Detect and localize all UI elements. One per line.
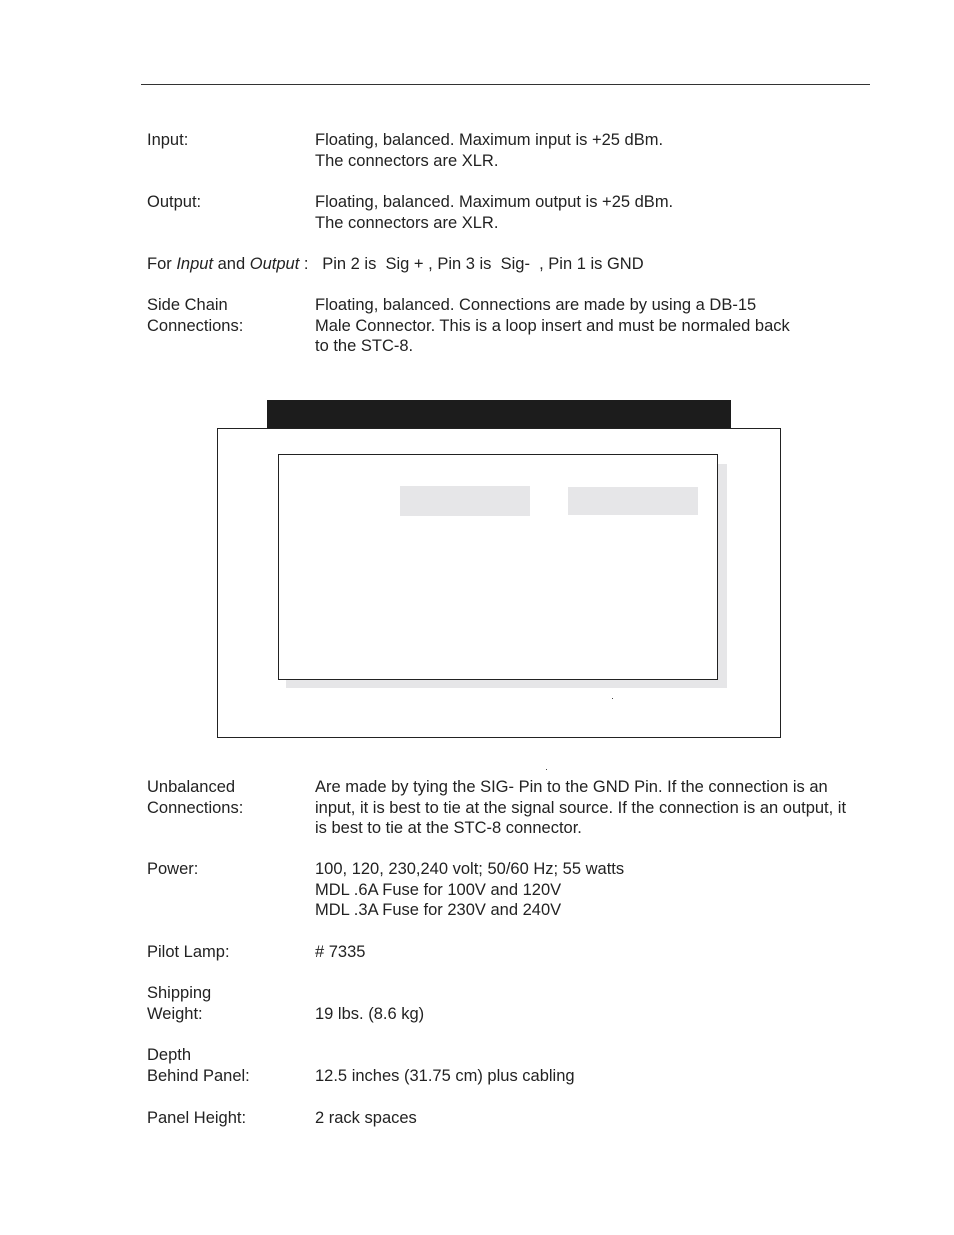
spec-value: 100, 120, 230,240 volt; 50/60 Hz; 55 watts MDL .6A Fuse for 100V and 120V MDL .3A Fuse for 230V and 240V — [315, 860, 625, 920]
spec-label: Panel Height: — [147, 1109, 247, 1127]
pin-note-output-word: Output — [249, 255, 300, 273]
diagram-mark — [612, 698, 613, 699]
spec-label: Pilot Lamp: — [147, 943, 230, 961]
connector-block-right — [568, 487, 698, 515]
spec-value: Are made by tying the SIG- Pin to the GND Pin. If the connection is an input, it is best to tie at the signal source. If the connection is an output, it is best to tie at the STC-8 connector. — [315, 778, 847, 838]
spec-value: 2 rack spaces — [315, 1109, 417, 1127]
pin-note-prefix: For — [147, 255, 177, 273]
spec-label: Input: — [147, 131, 189, 149]
spec-label: Side Chain Connections: — [147, 296, 244, 335]
connector-block-left — [400, 486, 530, 516]
spec-label: Shipping Weight: — [147, 984, 212, 1023]
header-rule — [141, 84, 870, 85]
pin-note-rest: : Pin 2 is Sig + , Pin 3 is Sig- , Pin 1 is GND — [299, 255, 644, 273]
spec-value: # 7335 — [315, 943, 366, 961]
spec-value: Floating, balanced. Maximum output is +25 dBm. The connectors are XLR. — [315, 193, 674, 232]
pin-assignment-note — [147, 254, 644, 275]
pin-note-input-word: Input — [176, 255, 214, 273]
diagram-header-bar — [267, 400, 731, 428]
spec-value: Floating, balanced. Connections are made by using a DB-15 Male Connector. This is a loop insert and must be normaled back to the STC-8. — [315, 296, 790, 356]
spec-label: Depth Behind Panel: — [147, 1046, 250, 1085]
spec-value: Floating, balanced. Maximum input is +25 dBm. The connectors are XLR. — [315, 131, 664, 170]
spec-value: 19 lbs. (8.6 kg) — [315, 1004, 425, 1023]
diagram-mark — [546, 769, 547, 770]
spec-label: Output: — [147, 193, 202, 211]
pin-note-and: and — [213, 255, 250, 273]
spec-label: Power: — [147, 860, 199, 878]
spec-value: 12.5 inches (31.75 cm) plus cabling — [315, 1066, 575, 1085]
spec-label: Unbalanced Connections: — [147, 778, 244, 817]
